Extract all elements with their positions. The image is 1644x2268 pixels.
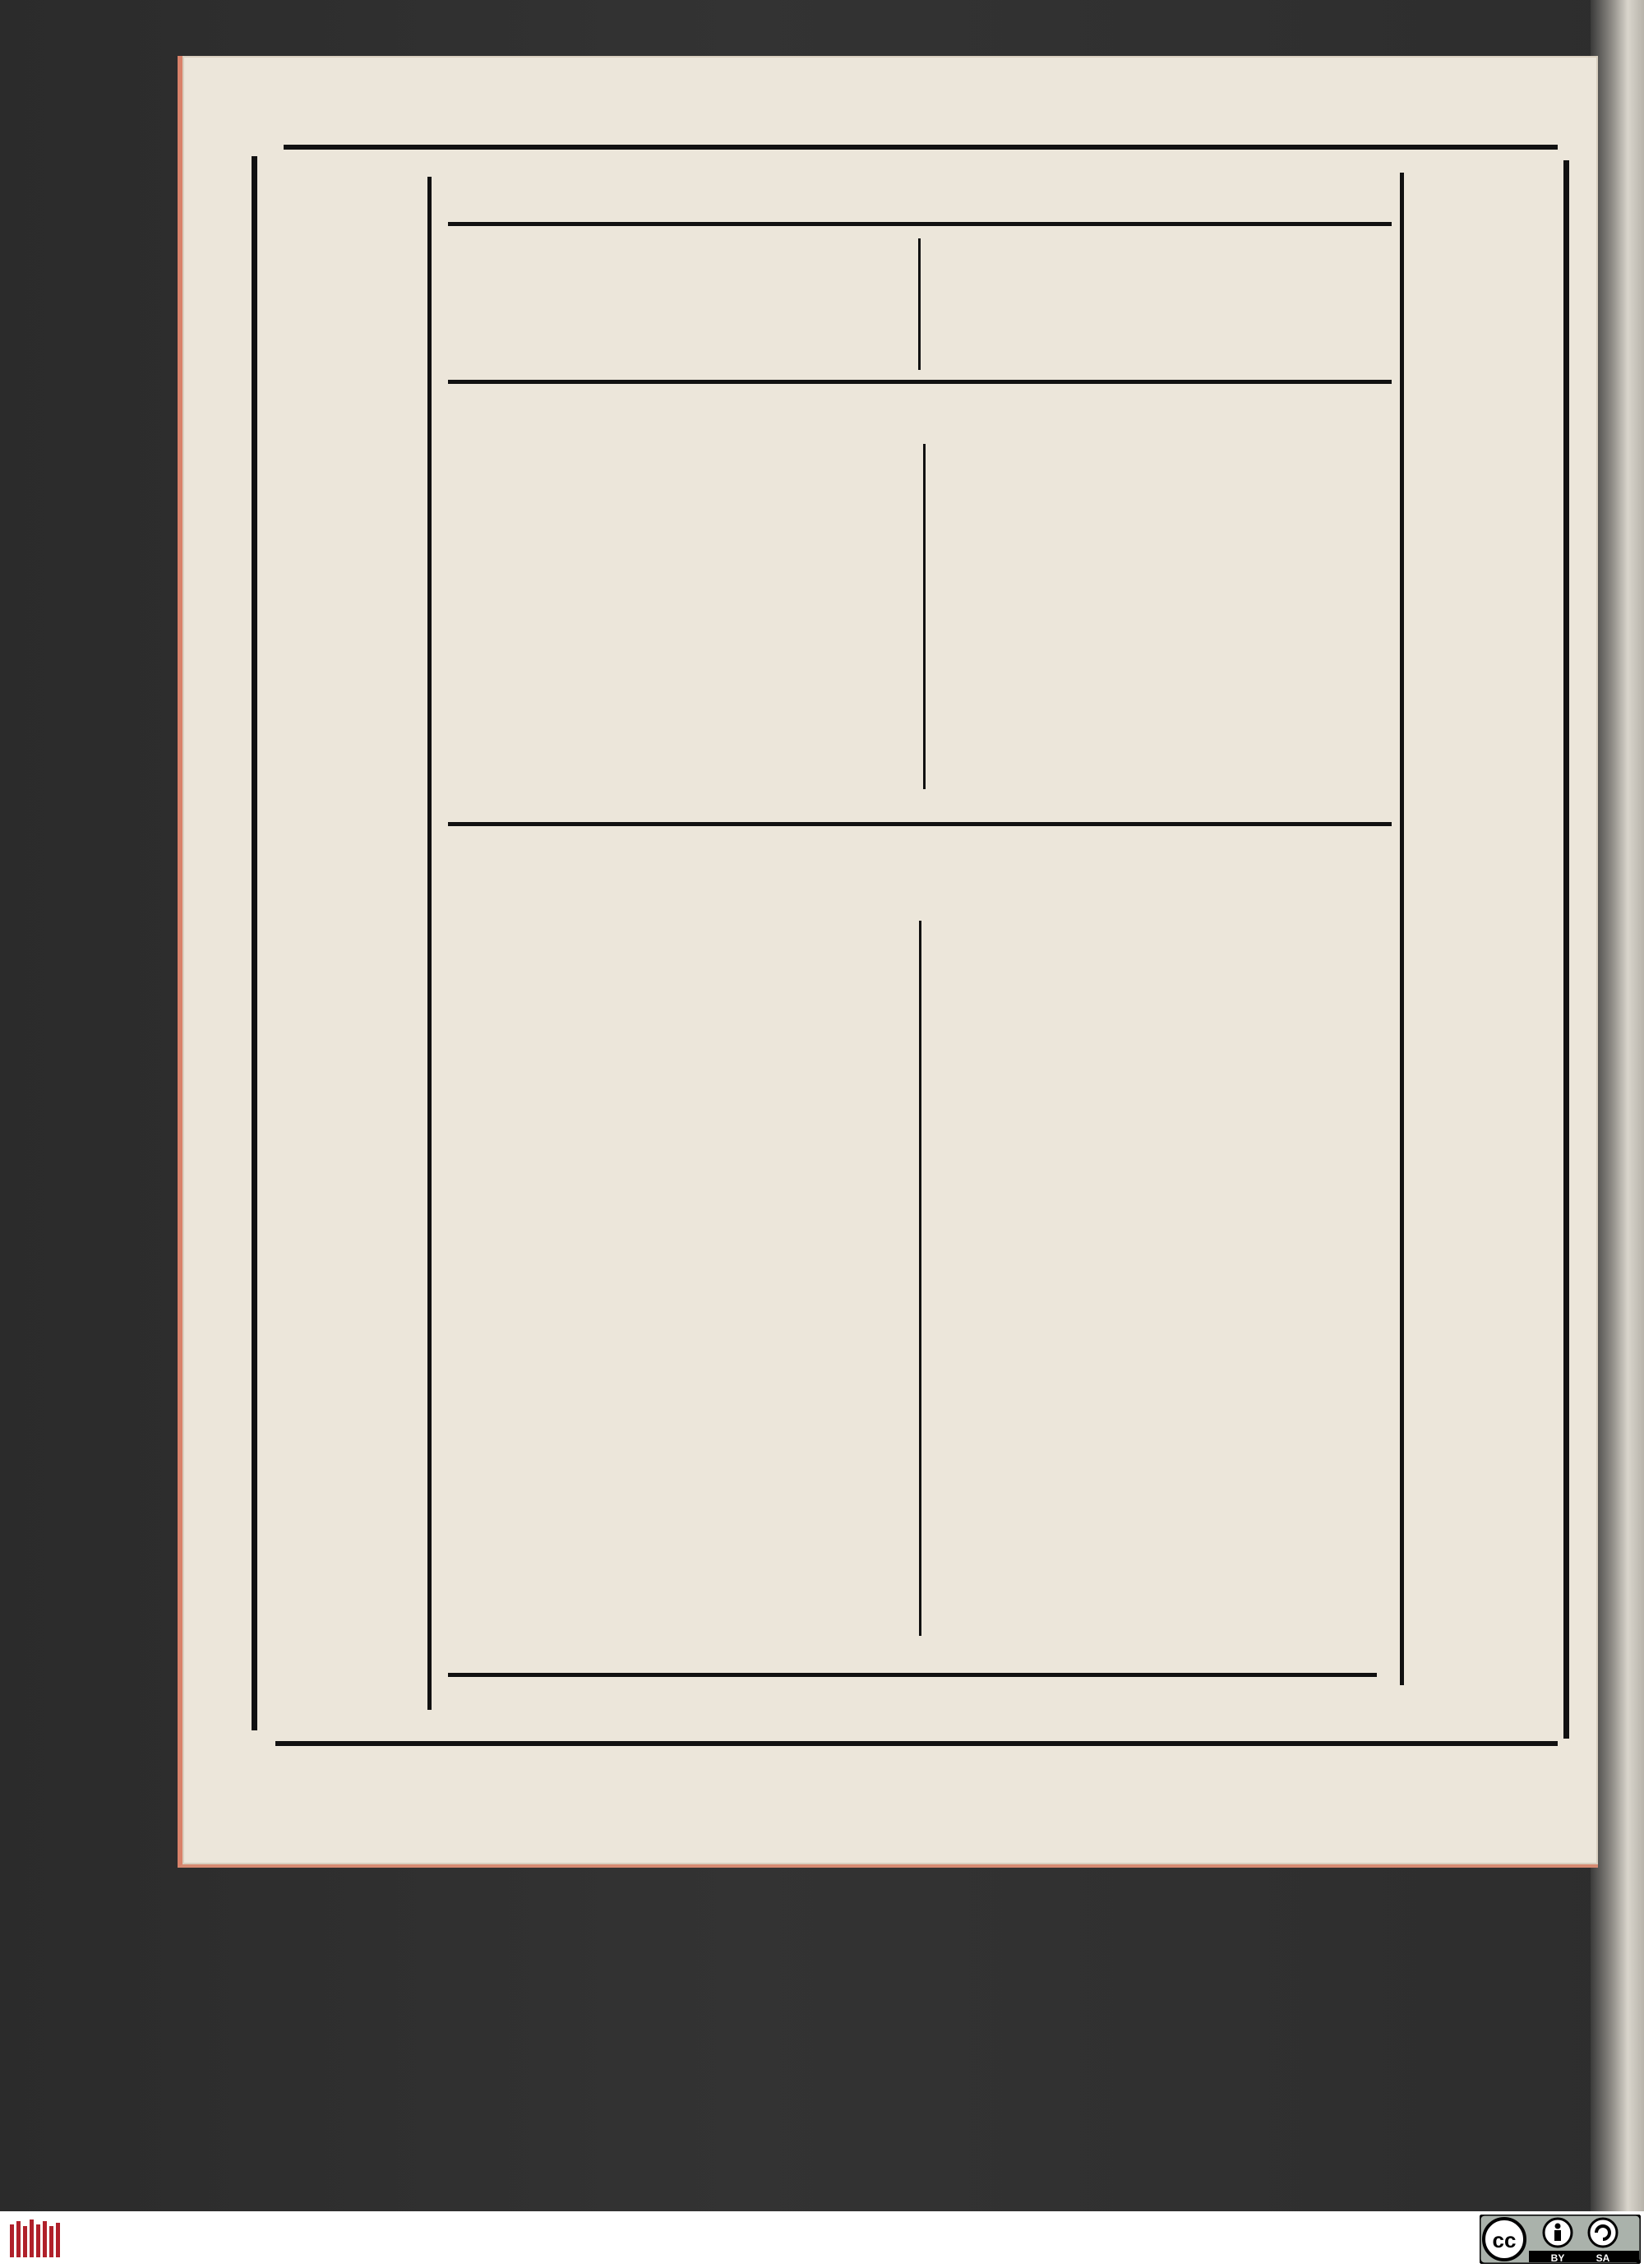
footer-bar bbox=[0, 2211, 1644, 2268]
outer-rule-right bbox=[1563, 160, 1569, 1739]
adjacent-page-edge bbox=[1591, 0, 1644, 2211]
rule-above-lombard bbox=[448, 380, 1392, 384]
rule-under-ornament bbox=[448, 222, 1392, 226]
rule-above-france bbox=[448, 822, 1392, 826]
outer-rule-left bbox=[252, 156, 257, 1730]
license-by-label: BY bbox=[1550, 2252, 1565, 2264]
book-page bbox=[178, 56, 1598, 1868]
column-divider-lombard bbox=[923, 444, 926, 789]
license-sa-label: SA bbox=[1596, 2252, 1610, 2264]
cc-by-sa-license-icon[interactable] bbox=[1480, 2215, 1641, 2264]
svg-text:cc: cc bbox=[1492, 2228, 1517, 2252]
column-divider-top bbox=[918, 238, 921, 370]
inner-rule-right bbox=[1400, 173, 1404, 1685]
rule-bottom-inner bbox=[448, 1673, 1377, 1677]
hab-logo-icon bbox=[8, 2218, 67, 2261]
column-divider-france bbox=[919, 921, 921, 1636]
inner-rule-left bbox=[427, 177, 432, 1710]
outer-rule-bottom bbox=[275, 1741, 1558, 1746]
outer-rule-top bbox=[284, 145, 1558, 150]
